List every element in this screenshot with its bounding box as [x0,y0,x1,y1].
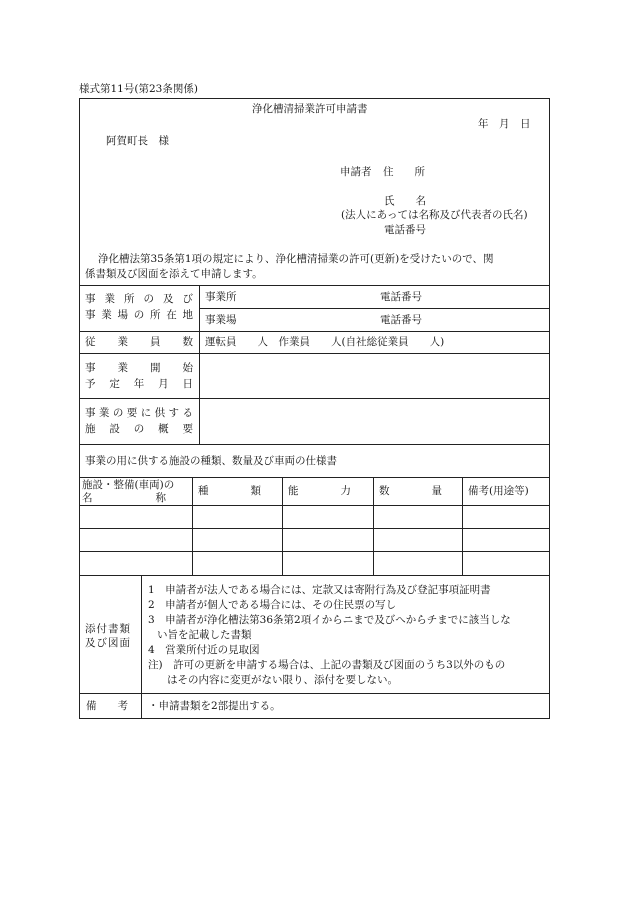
remarks-value: ・申請書類を2部提出する。 [148,700,281,712]
attachment-item: い旨を記載した書類 [157,629,252,641]
employees-label: 従 業 員 数 [85,336,193,348]
spec-header-type: 種 類 [198,485,261,497]
rule-spec-col1 [192,477,193,575]
rule-spec-title-top [79,444,550,445]
rule-remarks-top [79,693,550,694]
site-phone-label: 電話番号 [380,314,422,326]
address-label: 住 所 [383,166,425,178]
employees-value: 運転員 人 作業員 人(自社総従業員 人) [205,336,445,348]
location-label-line1: 事 業 所 の 及 び [85,293,193,305]
rule-attachments-top [79,575,550,576]
attachments-label-line2: 及び図面 [85,637,131,649]
attachment-note: 注) 許可の更新を申請する場合は、上記の書類及び図面のうち3以外のもの [148,659,506,671]
location-label-line2: 事 業 場 の 所 在 地 [85,309,193,321]
rule-spec-row3-top [79,551,550,552]
rule-spec-header-top [79,477,550,478]
remarks-label: 備 考 [86,700,128,712]
rule-attach-column [141,575,142,719]
attachment-item: 1 申請者が法人である場合には、定款又は寄附行為及び登記事項証明書 [148,584,491,596]
office-label: 事業所 [205,291,237,303]
spec-header-remarks: 備考(用途等) [468,485,529,497]
phone-label: 電話番号 [384,224,426,236]
rule-start-top [79,353,550,354]
rule-employees-top [79,331,550,332]
attachment-item: 4 営業所付近の見取図 [148,644,260,656]
attachment-note: はその内容に変更がない限り、添付を要しない。 [167,674,398,686]
attachment-item: 2 申請者が個人である場合には、その住民票の写し [148,599,397,611]
spec-header-capacity: 能 力 [288,485,351,497]
addressee: 阿賀町長 様 [106,135,169,147]
spec-header-name-line1: 施設・整備(車両)の [82,479,175,491]
date-line: 年 月 日 [478,118,531,130]
site-label: 事業場 [205,314,237,326]
spec-section-title: 事業の用に供する施設の種類、数量及び車両の仕様書 [85,455,337,467]
rule-label-column [199,285,200,444]
attachment-item: 3 申請者が浄化槽法第36条第2項イからニまで及びへからチまでに該当しな [148,614,511,626]
name-label: 氏 名 [384,195,426,207]
rule-location-top [79,285,550,286]
facility-label-line1: 事 業 の 要 に 供 す る [85,407,193,419]
rule-spec-row2-top [79,528,550,529]
rule-location-mid [199,308,550,309]
rule-spec-col4 [462,477,463,575]
rule-spec-col3 [373,477,374,575]
rule-spec-row1-top [79,505,550,506]
form-title: 浄化槽清掃業許可申請書 [252,103,368,115]
body-text-line1: 浄化槽法第35条第1項の規定により、浄化槽清掃業の許可(更新)を受けたいので、関 [98,253,494,265]
corp-note: (法人にあっては名称及び代表者の氏名) [341,209,528,221]
body-text-line2: 係書類及び図面を添えて申請します。 [85,268,263,280]
facility-label-line2: 施 設 の 概 要 [85,423,193,435]
spec-header-name-line2: 名 称 [82,492,166,504]
rule-spec-col2 [282,477,283,575]
form-number: 様式第11号(第23条関係) [79,83,198,95]
office-phone-label: 電話番号 [380,291,422,303]
attachments-label-line1: 添付書類 [85,623,131,635]
start-date-label-line1: 事 業 開 始 [85,362,193,374]
start-date-label-line2: 予 定 年 月 日 [85,378,193,390]
applicant-label: 申請者 [340,166,372,178]
spec-header-quantity: 数 量 [379,485,442,497]
rule-facility-top [79,398,550,399]
